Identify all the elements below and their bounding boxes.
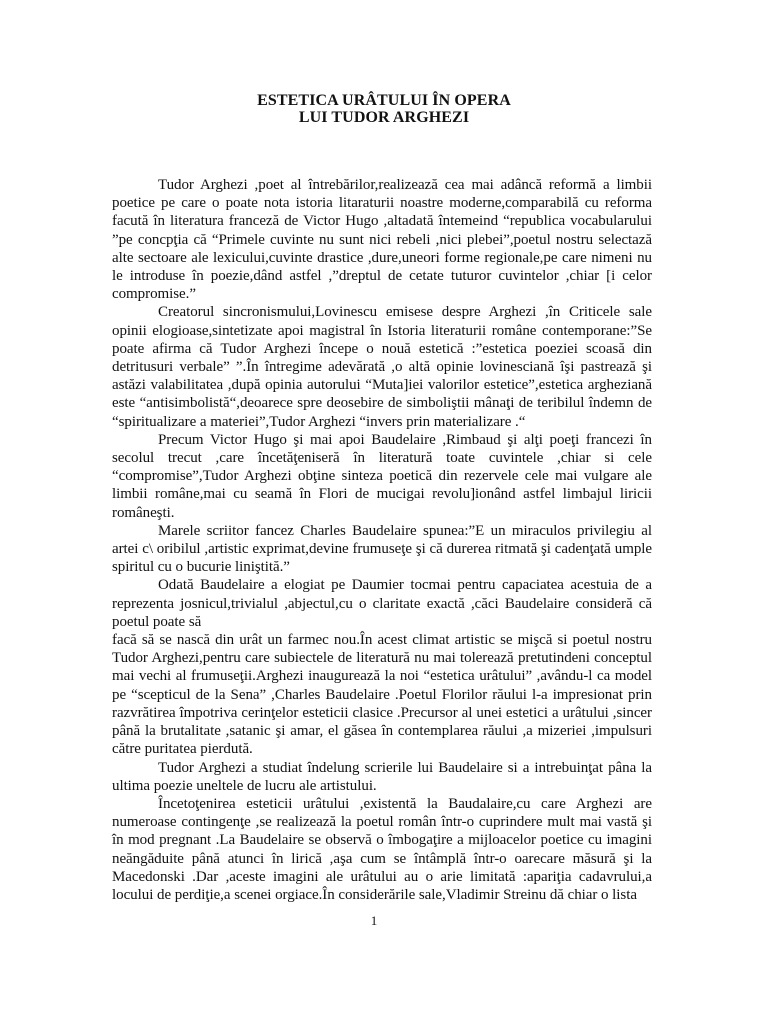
page-number: 1 [370,913,378,928]
paragraph-5: Odată Baudelaire a elogiat pe Daumier tocmai pentru capaciatea acestuia de a reprezenta josnicul,trivialul ,abjectul,cu o claritate exactă ,căci Baudelaire consideră că poetul poate să [112,577,652,630]
paragraph-6: Tudor Arghezi a studiat îndelung scrierile lui Baudelaire si a intrebuinţat pâna la ultima poezie uneltele de lucru ale artistului. [112,759,652,794]
document-title-line-2: LUI TUDOR ARGHEZI [298,109,470,126]
document-body [112,176,652,904]
paragraph-4: Marele scriitor fancez Charles Baudelaire spunea:”E un miraculos privilegiu al artei c\ oribilul ,artistic exprimat,devine frumuseţe şi că durerea ritmată şi cadenţată umple spiritul cu o bucurie liniştită.” [112,522,652,576]
paragraph-1: Tudor Arghezi ,poet al întrebărilor,realizează cea mai adâncă reformă a limbii poetice pe care o poate nota istoria litaraturii noastre moderne,comparabilă cu reforma facută în literatura franceză de Victor Hugo ,altadată întemeind “republica vocabularului ”pe concpţia că “Primele cuvinte nu sunt nici rebeli ,nici plebei”,poetul nostru selectază alte sectoare ale lexicului,cuvinte drastice ,dure,uneori forme regionale,pe care nimeni nu le introduse în poezie,dând astfel ,”dreptul de cetate tuturor cuvintelor ,chiar [i celor compromise.” [112,177,652,303]
paragraph-5-continued: facă să se nască din urât un farmec nou.În acest climat artistic se mişcă si poetul nostru Tudor Arghezi,pentru care subiectele de literatură nu mai tolerează pretutindeni conceptul mai vechi al frumuseţii.Arghezi inaugurează la noi “estetica urâtului” ,avându-l ca model pe “scepticul de la Sena” ,Charles Baudelaire .Poetul Florilor răului l-a impresionat prin razvrătirea împotriva cerinţelor esteticii clasice .Precursor al unei estetici a urâtului ,sincer până la brutalitate ,satanic şi amar, el găsea în contemplarea răului ,a mizeriei ,impulsuri către puritatea pierdută. [112,632,652,758]
paragraph-7: Încetoţenirea esteticii urâtului ,existentă la Baudalaire,cu care Arghezi are numeroase contingenţe ,se realizează la poetul român într-o cuprindere mult mai vastă şi în mod pregnant .La Baudelaire se observă o îmbogaţire a mijloacelor poetice cu imagini neăngăduite până atunci în lirică ,aşa cum se întâmplă într-o oarecare măsură şi la Macedonski .Dar ,aceste imagini ale urâtului au o arie limitată :apariţia cadavrului,a locului de perdiţie,a scenei orgiace.În considerările sale,Vladimir Streinu dă chiar o lista [112,795,652,903]
document-title-line-1: ESTETICA URÂTULUI ÎN OPERA [257,92,511,109]
paragraph-2: Creatorul sincronismului,Lovinescu emisese despre Arghezi ,în Criticele sale opinii elogioase,sintetizate apoi magistral în Istoria literaturii române contemporane:”Se poate afirma că Tudor Arghezi începe o nouă estetică :”estetica poeziei scoasă din detritusuri verbale” ”.În întregime adevărată ,o altă opinie lovinesciană îşi pastrează şi astăzi valabilitatea ,după opinia autorului “Muta]iei valorilor estetice”,estetica argheziană este “antisimbolistă“,deoarece spre deosebire de simboliştii mânaţi de teribilul îndemn de “spiritualizare a materiei”,Tudor Arghezi “invers prin materializare .“ [112,304,652,430]
paragraph-3: Precum Victor Hugo şi mai apoi Baudelaire ,Rimbaud şi alţi poeţi francezi în secolul trecut ,care încetăţeniseră în literatură toate cuvintele ,chiar si cele “compromise”,Tudor Arghezi obţine sinteza poetică din rezervele cele mai vulgare ale limbii române,mai cu seamă în Flori de mucigai revolu]ionând astfel limbajul liricii româneşti. [112,431,652,521]
